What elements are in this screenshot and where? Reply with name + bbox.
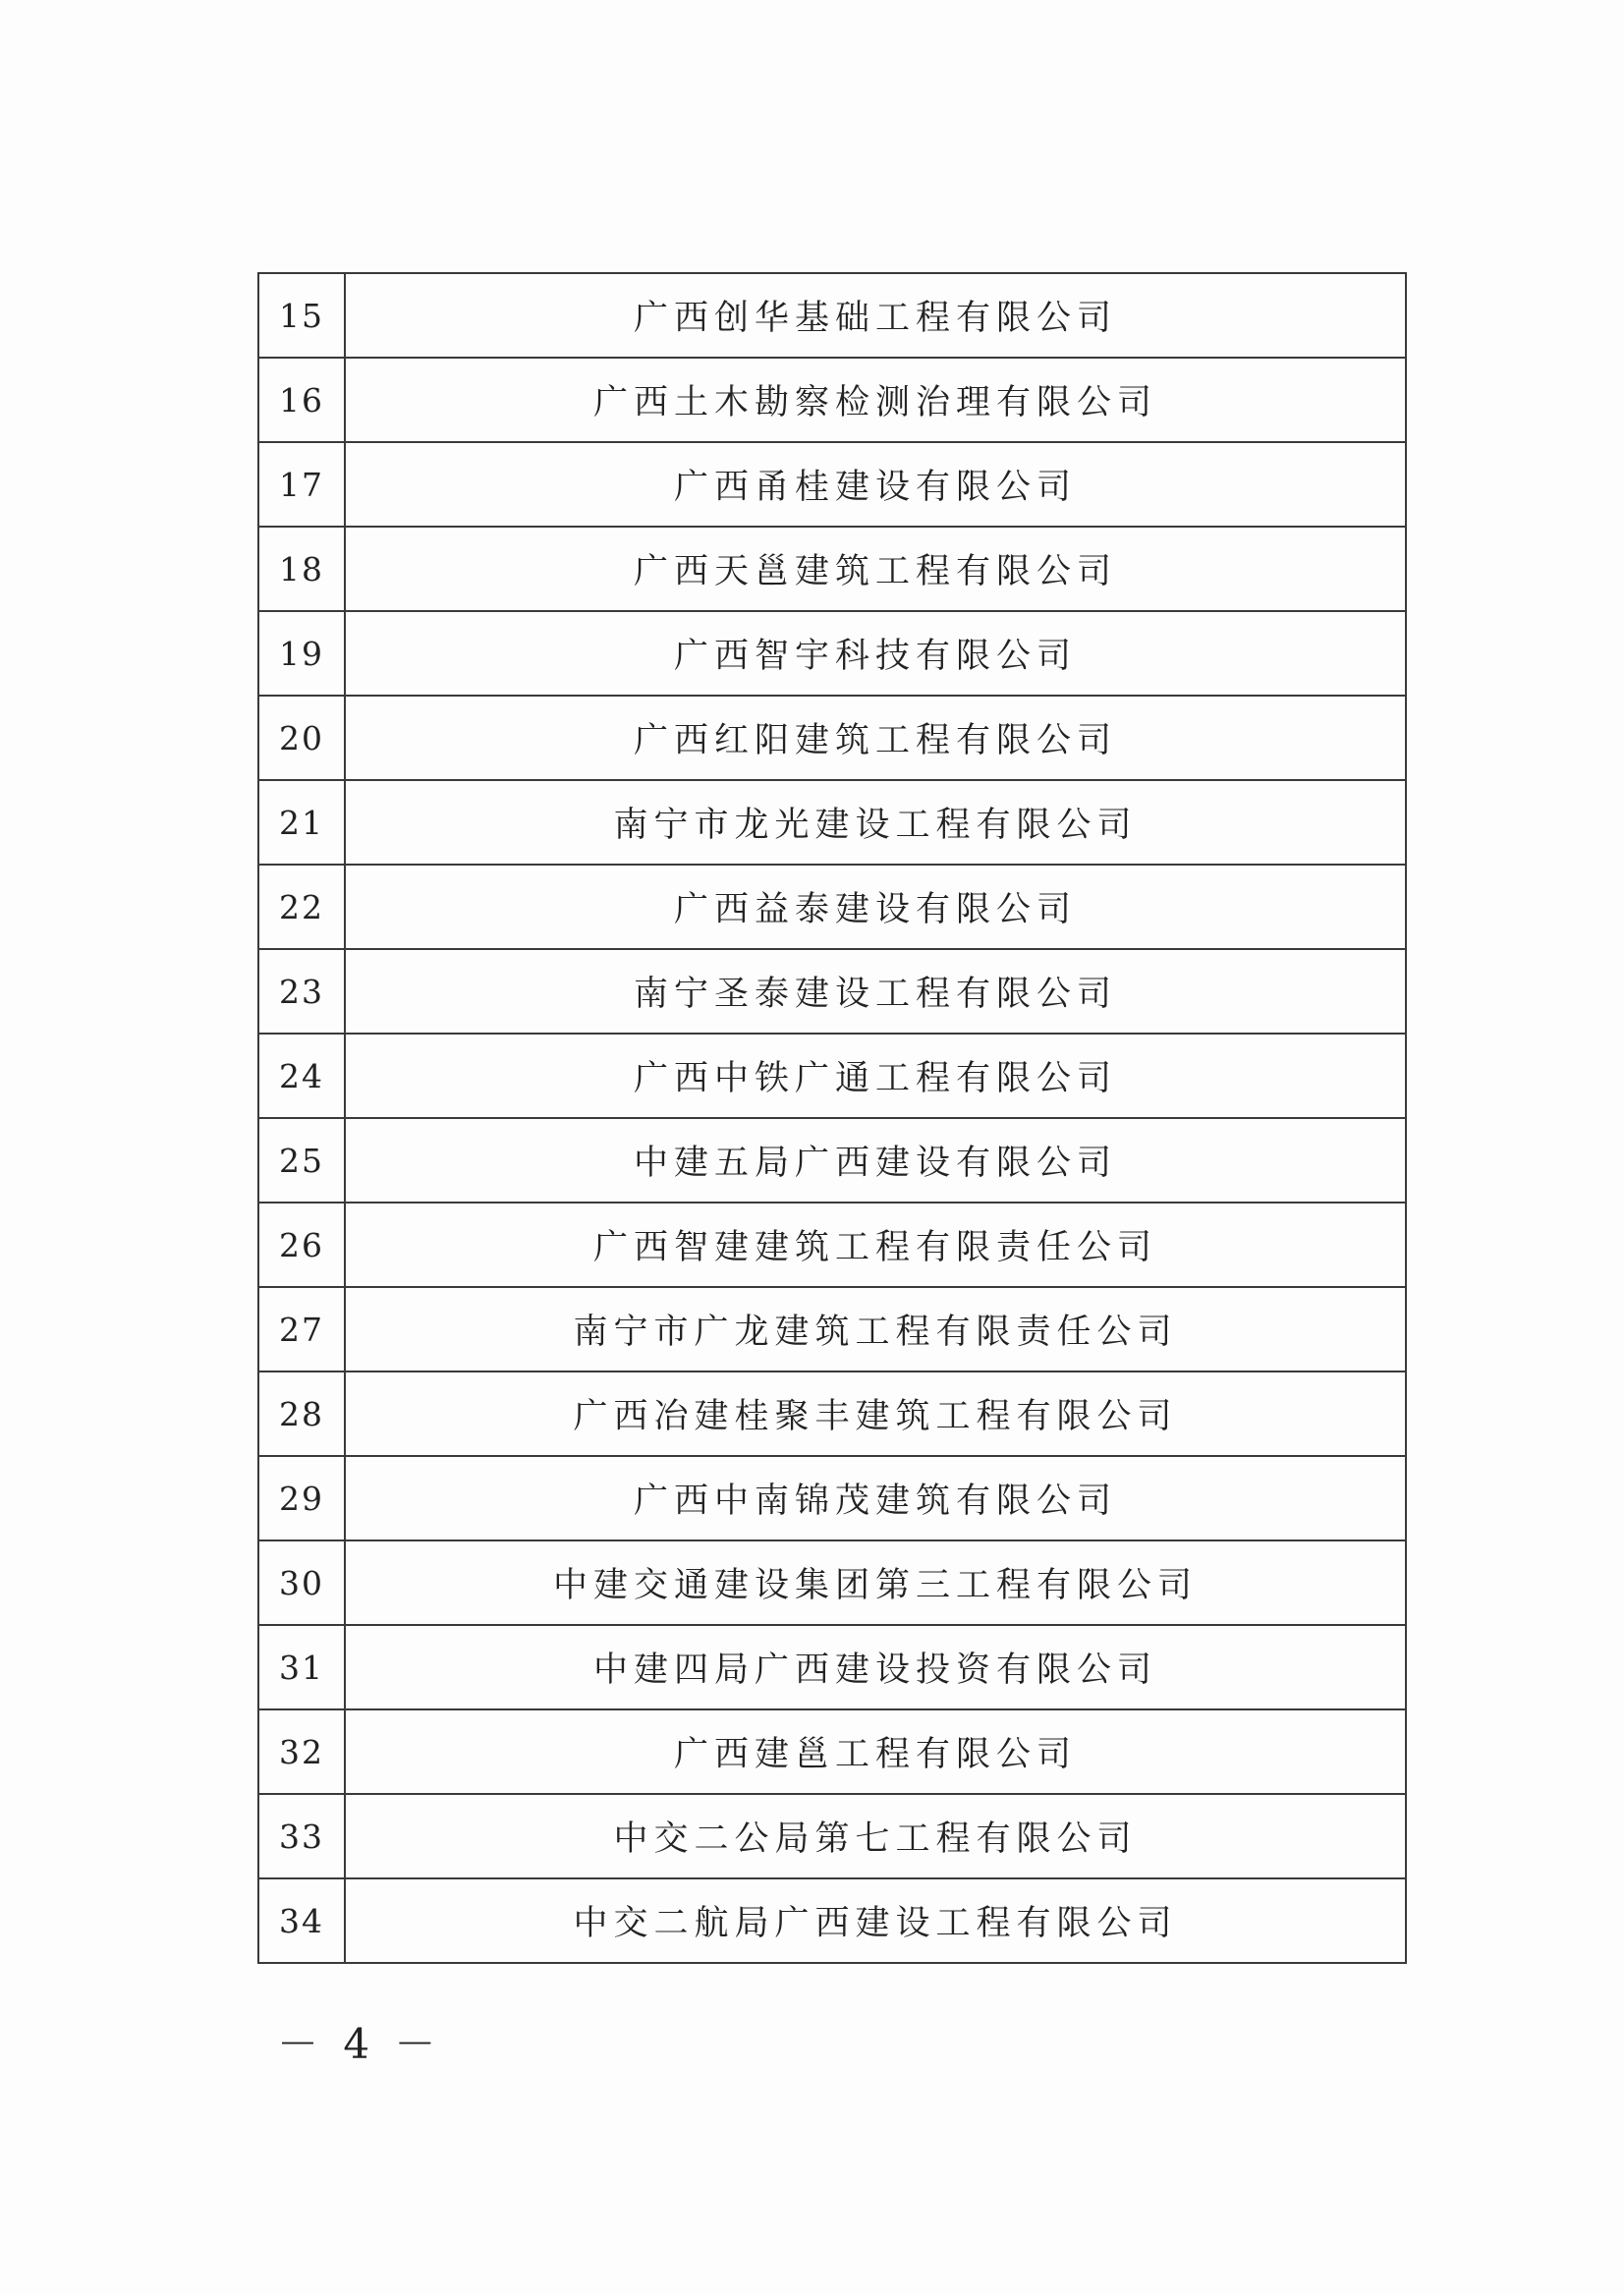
table-row xyxy=(258,1456,1406,1540)
row-number: 31 xyxy=(258,1625,345,1709)
table-row xyxy=(258,442,1406,527)
company-name: 广西智宇科技有限公司 xyxy=(345,611,1406,696)
company-name: 中交二公局第七工程有限公司 xyxy=(345,1794,1406,1878)
table-row xyxy=(258,1118,1406,1203)
company-name: 中建交通建设集团第三工程有限公司 xyxy=(345,1540,1406,1625)
company-name: 广西天邕建筑工程有限公司 xyxy=(345,527,1406,611)
company-name: 广西土木勘察检测治理有限公司 xyxy=(345,358,1406,442)
row-number: 15 xyxy=(258,273,345,358)
row-number: 28 xyxy=(258,1371,345,1456)
table-row xyxy=(258,865,1406,949)
row-number: 23 xyxy=(258,949,345,1034)
table-row xyxy=(258,1540,1406,1625)
company-name: 广西创华基础工程有限公司 xyxy=(345,273,1406,358)
company-name: 广西红阳建筑工程有限公司 xyxy=(345,696,1406,780)
company-name: 广西甬桂建设有限公司 xyxy=(345,442,1406,527)
table-row xyxy=(258,1034,1406,1118)
company-name: 广西中铁广通工程有限公司 xyxy=(345,1034,1406,1118)
row-number: 19 xyxy=(258,611,345,696)
row-number: 18 xyxy=(258,527,345,611)
table-row xyxy=(258,611,1406,696)
company-name: 南宁圣泰建设工程有限公司 xyxy=(345,949,1406,1034)
row-number: 24 xyxy=(258,1034,345,1118)
row-number: 21 xyxy=(258,780,345,865)
row-number: 25 xyxy=(258,1118,345,1203)
row-number: 26 xyxy=(258,1203,345,1287)
table-row xyxy=(258,1878,1406,1963)
row-number: 34 xyxy=(258,1878,345,1963)
company-name: 广西建邕工程有限公司 xyxy=(345,1709,1406,1794)
table-row xyxy=(258,949,1406,1034)
table-row xyxy=(258,527,1406,611)
row-number: 29 xyxy=(258,1456,345,1540)
table-row xyxy=(258,1794,1406,1878)
company-name: 南宁市龙光建设工程有限公司 xyxy=(345,780,1406,865)
row-number: 17 xyxy=(258,442,345,527)
company-name: 广西冶建桂聚丰建筑工程有限公司 xyxy=(345,1371,1406,1456)
row-number: 33 xyxy=(258,1794,345,1878)
company-name: 广西智建建筑工程有限责任公司 xyxy=(345,1203,1406,1287)
table-row xyxy=(258,1625,1406,1709)
company-name: 中建四局广西建设投资有限公司 xyxy=(345,1625,1406,1709)
company-name: 广西中南锦茂建筑有限公司 xyxy=(345,1456,1406,1540)
page-number: － 4 － xyxy=(277,2020,442,2068)
company-name: 广西益泰建设有限公司 xyxy=(345,865,1406,949)
company-list-body xyxy=(258,273,1406,1963)
company-list-table-wrapper xyxy=(257,272,1407,1964)
company-name: 中建五局广西建设有限公司 xyxy=(345,1118,1406,1203)
table-row xyxy=(258,273,1406,358)
table-row xyxy=(258,696,1406,780)
company-name: 中交二航局广西建设工程有限公司 xyxy=(345,1878,1406,1963)
table-row xyxy=(258,1371,1406,1456)
row-number: 16 xyxy=(258,358,345,442)
row-number: 30 xyxy=(258,1540,345,1625)
row-number: 22 xyxy=(258,865,345,949)
row-number: 27 xyxy=(258,1287,345,1371)
table-row xyxy=(258,1203,1406,1287)
table-row xyxy=(258,1709,1406,1794)
table-row xyxy=(258,780,1406,865)
company-name: 南宁市广龙建筑工程有限责任公司 xyxy=(345,1287,1406,1371)
table-row xyxy=(258,358,1406,442)
company-list-table xyxy=(257,272,1407,1964)
table-row xyxy=(258,1287,1406,1371)
row-number: 20 xyxy=(258,696,345,780)
row-number: 32 xyxy=(258,1709,345,1794)
